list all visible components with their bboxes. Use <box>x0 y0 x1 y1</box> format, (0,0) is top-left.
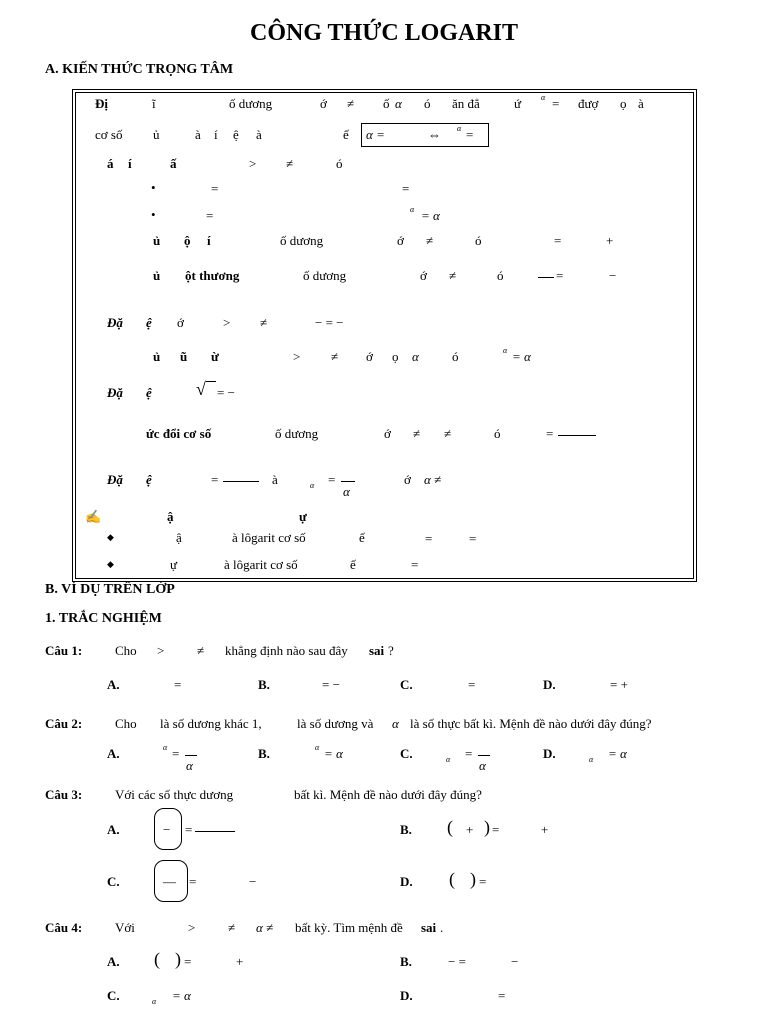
symbol: = <box>425 531 433 546</box>
text-fragment: ệ <box>233 127 239 142</box>
superscript: α <box>457 124 462 133</box>
option-b-value: = − <box>322 677 340 692</box>
symbol: ≠ <box>426 233 434 248</box>
text-fragment: ố dương <box>229 96 273 111</box>
option-b-label[interactable]: B. <box>258 746 270 761</box>
text-fragment: ớ <box>320 96 327 111</box>
text-fragment: ế <box>343 127 349 142</box>
equation-fragment: = α <box>512 349 531 364</box>
text-fragment: ủ <box>153 233 161 248</box>
option-d-value: = <box>479 874 487 889</box>
fraction-denominator: α <box>186 758 193 773</box>
text-fragment: ộ <box>184 233 191 248</box>
symbol: + <box>606 233 614 248</box>
text-fragment: ậ <box>167 509 174 524</box>
emphasis-word: sai <box>369 643 385 658</box>
symbol: = <box>554 233 562 248</box>
text-fragment: à <box>272 472 278 487</box>
option-d-value: = α <box>608 746 627 761</box>
text-fragment: ủ <box>153 268 161 283</box>
option-d-label[interactable]: D. <box>400 874 413 889</box>
symbol: ≠ <box>413 426 421 441</box>
text-fragment: à lôgarit cơ số <box>232 530 306 545</box>
parenthesis: ) <box>484 817 490 837</box>
text-fragment: à <box>256 127 262 142</box>
text-fragment: à lôgarit cơ số <box>224 557 298 572</box>
text-fragment: ậ <box>176 530 182 545</box>
text-fragment: ự <box>170 557 178 572</box>
option-a-value: = <box>172 746 180 761</box>
symbol: ≠ <box>228 920 236 935</box>
equation-fragment: = − <box>217 385 235 400</box>
symbol: = <box>466 127 474 142</box>
text-fragment: ĩ <box>152 96 156 111</box>
symbol: = <box>411 557 419 572</box>
option-a-label[interactable]: A. <box>107 677 120 692</box>
symbol: α <box>395 96 402 111</box>
special-case-label: Đặ <box>107 472 123 487</box>
text-fragment: ớ <box>384 426 391 441</box>
special-case-label: Đặ <box>107 315 123 330</box>
subscript: α <box>310 481 315 490</box>
parenthesis: ( <box>447 817 453 837</box>
text-fragment: ớ <box>177 315 184 330</box>
text-fragment: ó <box>475 233 482 248</box>
fraction-bar <box>341 481 355 482</box>
text-fragment: ó <box>424 96 431 111</box>
subscript: α <box>589 755 594 764</box>
symbol: ≠ <box>449 268 457 283</box>
option-d-value: = + <box>610 677 628 692</box>
fraction-denominator: α <box>479 758 486 773</box>
text-fragment: ấ <box>170 156 177 171</box>
text-fragment: ọ <box>392 349 399 364</box>
option-a-value: = <box>174 677 182 692</box>
symbol: > <box>249 156 257 171</box>
multiple-choice-heading: 1. TRẮC NGHIỆM <box>45 611 162 626</box>
text-fragment: ố dương <box>280 233 324 248</box>
symbol: = <box>556 268 564 283</box>
question-text: bất kì. Mệnh đề nào dưới đây đúng? <box>294 787 482 802</box>
fraction-bar <box>478 755 490 756</box>
option-b-value: + <box>541 822 549 837</box>
text-fragment: ó <box>452 349 459 364</box>
option-a-label[interactable]: A. <box>107 822 120 837</box>
text-fragment: í <box>214 127 218 142</box>
text-fragment: ế <box>350 557 356 572</box>
subscript: α <box>446 755 451 764</box>
symbol: > <box>223 315 231 330</box>
fraction-bar <box>223 481 259 482</box>
superscript: α <box>503 346 508 355</box>
text-fragment: ự <box>299 509 307 524</box>
symbol: > <box>188 920 196 935</box>
bullet: • <box>151 207 156 222</box>
parenthesis: ( <box>449 869 455 889</box>
text-fragment: ăn đẳ <box>452 96 480 111</box>
symbol: = <box>469 531 477 546</box>
question-text: khẳng định nào sau đây <box>225 643 348 658</box>
option-c-value: = <box>465 746 473 761</box>
text-fragment: ủ <box>153 127 160 142</box>
text-fragment: ừ <box>211 349 219 364</box>
symbol: ≠ <box>444 426 452 441</box>
option-b-label[interactable]: B. <box>400 954 412 969</box>
bullet: • <box>151 180 156 195</box>
symbol: > <box>157 643 165 658</box>
symbol: = <box>402 181 410 196</box>
symbol: α <box>412 349 419 364</box>
question-text: ? <box>388 643 394 658</box>
pencil-icon: ✍ <box>85 509 102 524</box>
question-text: là số thực bất kì. Mệnh đề nào dưới đây đúng? <box>410 716 652 731</box>
text-fragment: ó <box>497 268 504 283</box>
question-text: Với <box>115 920 135 935</box>
text-fragment: ọ <box>620 96 627 111</box>
option-d-label[interactable]: D. <box>543 746 556 761</box>
text-fragment: ố dương <box>303 268 347 283</box>
question-text: Với các số thực dương <box>115 787 234 802</box>
question-text: Cho <box>115 716 137 731</box>
option-b-label[interactable]: B. <box>400 822 412 837</box>
option-d-value: = <box>498 988 506 1003</box>
text-fragment: ố dương <box>275 426 319 441</box>
option-c-value: − <box>249 874 257 889</box>
option-c-value: = <box>468 677 476 692</box>
option-a-label[interactable]: A. <box>107 746 120 761</box>
text-fragment: ố <box>383 96 390 111</box>
radical-symbol: √ <box>196 379 206 399</box>
text-fragment: ũ <box>180 349 188 364</box>
fraction-bar <box>195 831 235 832</box>
question-text: bất kỳ. Tìm mệnh đề <box>295 920 403 935</box>
special-case-label: Đặ <box>107 385 123 400</box>
option-a-value: + <box>236 954 244 969</box>
superscript: α <box>410 205 415 214</box>
equation-fragment: = α <box>421 208 440 223</box>
text-fragment: ớ <box>397 233 404 248</box>
option-c-label[interactable]: C. <box>400 746 413 761</box>
option-a-label[interactable]: A. <box>107 954 120 969</box>
theory-box-inner-border <box>75 92 694 579</box>
text-fragment: ớ <box>366 349 373 364</box>
option-c-label[interactable]: C. <box>107 988 120 1003</box>
radical-overline <box>206 381 216 382</box>
text-fragment: ớ <box>420 268 427 283</box>
fraction-bar <box>185 755 197 756</box>
option-b-label[interactable]: B. <box>258 677 270 692</box>
question-label: Câu 4: <box>45 920 83 935</box>
change-of-base-label: ức đổi cơ số <box>146 426 212 441</box>
text-fragment: ớ <box>404 472 411 487</box>
symbol: > <box>293 349 301 364</box>
text-fragment: ứ <box>514 96 522 111</box>
text-fragment: đượ <box>578 96 599 111</box>
symbol: = <box>211 181 219 196</box>
question-label: Câu 2: <box>45 716 83 731</box>
subscript: α <box>152 997 157 1006</box>
text-fragment: í <box>128 156 132 171</box>
superscript: α <box>315 743 320 752</box>
option-d-label[interactable]: D. <box>400 988 413 1003</box>
question-label: Câu 3: <box>45 787 83 802</box>
text-fragment: à <box>195 127 201 142</box>
symbol: ≠ <box>331 349 339 364</box>
equation-fragment: α = <box>366 127 385 142</box>
text-fragment: ột thương <box>185 268 240 283</box>
parenthesis: ) <box>470 869 476 889</box>
symbol: = <box>546 426 554 441</box>
option-a-value: = <box>184 954 192 969</box>
fraction-denominator: α <box>343 484 350 499</box>
question-text: Cho <box>115 643 137 658</box>
text-fragment: ó <box>336 156 343 171</box>
fraction-bar <box>558 435 596 436</box>
option-b-value: = <box>492 822 500 837</box>
symbol: α ≠ <box>256 920 274 935</box>
option-c-value: = <box>189 874 197 889</box>
text-fragment: ế <box>359 530 365 545</box>
equivalence-symbol: ⇔ <box>428 127 441 142</box>
text-fragment: ủ <box>153 349 161 364</box>
text-fragment: cơ số <box>95 127 123 142</box>
option-c-value: = α <box>172 988 191 1003</box>
equation-fragment: α ≠ <box>424 472 442 487</box>
text-fragment: í <box>207 233 211 248</box>
question-text: . <box>440 920 444 935</box>
symbol: = <box>328 472 336 487</box>
superscript: α <box>163 743 168 752</box>
parenthesis: ( <box>154 949 160 969</box>
option-d-label[interactable]: D. <box>543 677 556 692</box>
page-title: CÔNG THỨC LOGARIT <box>249 20 519 46</box>
text-fragment: à <box>638 96 644 111</box>
text-fragment: ệ <box>146 315 152 330</box>
option-b-value: − = <box>448 954 466 969</box>
symbol: ≠ <box>197 643 205 658</box>
option-c-label[interactable]: C. <box>400 677 413 692</box>
section-b-heading: B. VÍ DỤ TRÊN LỚP <box>45 582 175 597</box>
equation-fragment: − = − <box>315 315 344 330</box>
question-text: là số dương khác 1, <box>160 716 262 731</box>
option-b-value: = α <box>324 746 343 761</box>
option-a-value: − <box>163 822 171 837</box>
diamond-bullet-icon: ◆ <box>107 532 114 542</box>
fraction-bar <box>538 277 554 278</box>
parenthesis: ) <box>175 949 181 969</box>
section-a-heading: A. KIẾN THỨC TRỌNG TÂM <box>45 62 234 77</box>
definition-label: Đị <box>95 96 108 111</box>
emphasis-word: sai <box>421 920 437 935</box>
symbol: − <box>609 268 617 283</box>
text-fragment: ệ <box>146 472 152 487</box>
option-c-value: — <box>163 874 176 889</box>
symbol: = <box>211 472 219 487</box>
text-fragment: á <box>107 156 114 171</box>
symbol: ≠ <box>347 96 355 111</box>
question-text: là số dương và <box>297 716 374 731</box>
option-c-label[interactable]: C. <box>107 874 120 889</box>
option-a-value: = <box>185 822 193 837</box>
symbol: ≠ <box>286 156 294 171</box>
question-label: Câu 1: <box>45 643 83 658</box>
option-b-value: − <box>511 954 519 969</box>
text-fragment: ó <box>494 426 501 441</box>
option-b-value: + <box>466 822 474 837</box>
symbol: α <box>392 716 399 731</box>
diamond-bullet-icon: ◆ <box>107 559 114 569</box>
symbol: = <box>206 208 214 223</box>
text-fragment: ệ <box>146 385 152 400</box>
superscript: α <box>541 93 546 102</box>
symbol: = <box>552 96 560 111</box>
symbol: ≠ <box>260 315 268 330</box>
